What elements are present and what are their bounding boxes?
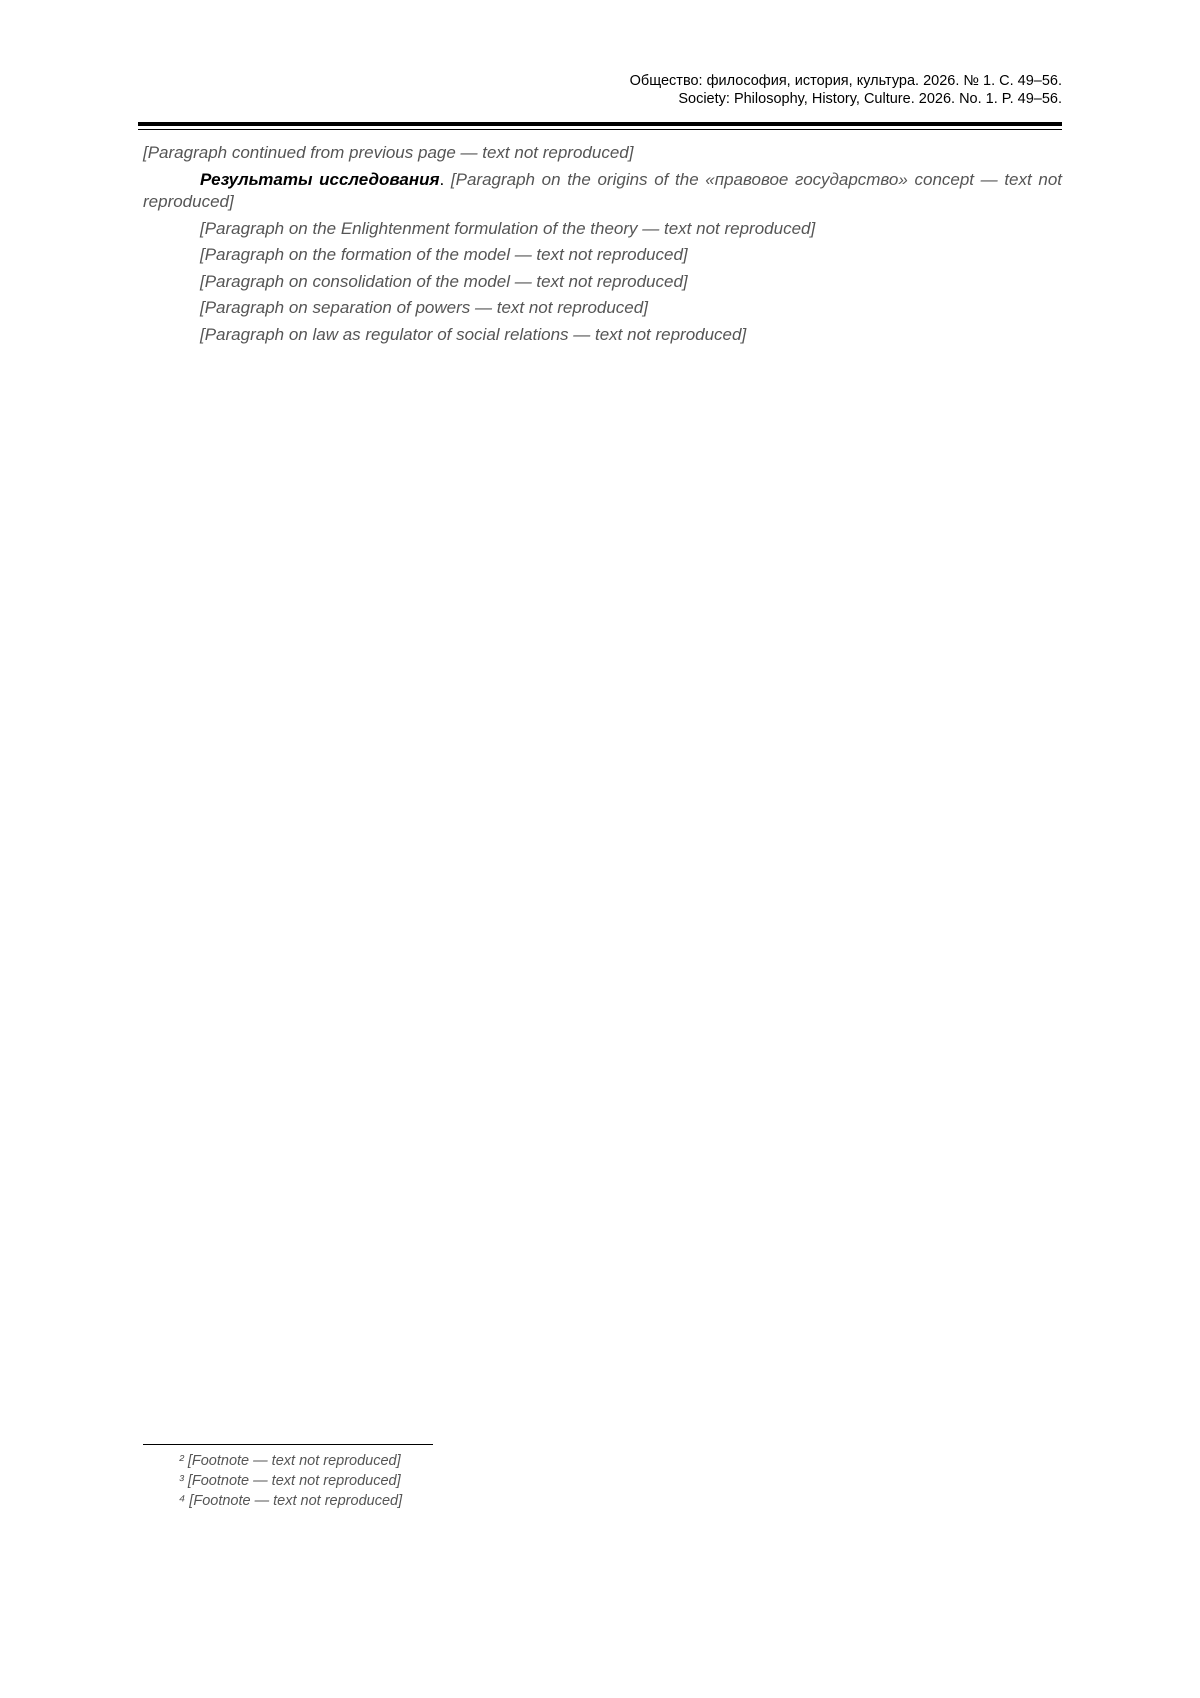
footnote-4: ⁴ [Footnote — text not reproduced] xyxy=(179,1493,403,1509)
header-line-en: Society: Philosophy, History, Culture. 2026. No. 1. P. 49–56. xyxy=(678,91,1062,107)
paragraph-7: [Paragraph on law as regulator of social relations — text not reproduced] xyxy=(200,324,747,344)
paragraph-3: [Paragraph on the Enlightenment formulation of the theory — text not reproduced] xyxy=(200,218,816,238)
paragraph-1: [Paragraph continued from previous page — text not reproduced] xyxy=(143,143,634,162)
paragraph-4: [Paragraph on the formation of the model — text not reproduced] xyxy=(200,245,688,264)
section-heading: Результаты исследования xyxy=(200,169,440,189)
header-rule-thin xyxy=(138,129,1062,130)
footnote-3: ³ [Footnote — text not reproduced] xyxy=(179,1473,401,1489)
paragraph-5: [Paragraph on consolidation of the model — text not reproduced] xyxy=(200,271,688,291)
paragraph-6: [Paragraph on separation of powers — text not reproduced] xyxy=(200,298,648,317)
header-rule-thick xyxy=(138,122,1062,126)
running-header xyxy=(630,72,1062,108)
article-body xyxy=(143,142,1062,350)
header-line-ru: Общество: философия, история, культура. 2026. № 1. С. 49–56. xyxy=(629,73,1062,89)
footnote-2: ² [Footnote — text not reproduced] xyxy=(179,1453,401,1469)
footnotes xyxy=(143,1452,1062,1512)
footnote-separator xyxy=(143,1444,433,1445)
paragraph-2: Результаты исследования. [Paragraph on the origins of the «правовое государство» concept — text not reproduced] xyxy=(143,169,1062,211)
